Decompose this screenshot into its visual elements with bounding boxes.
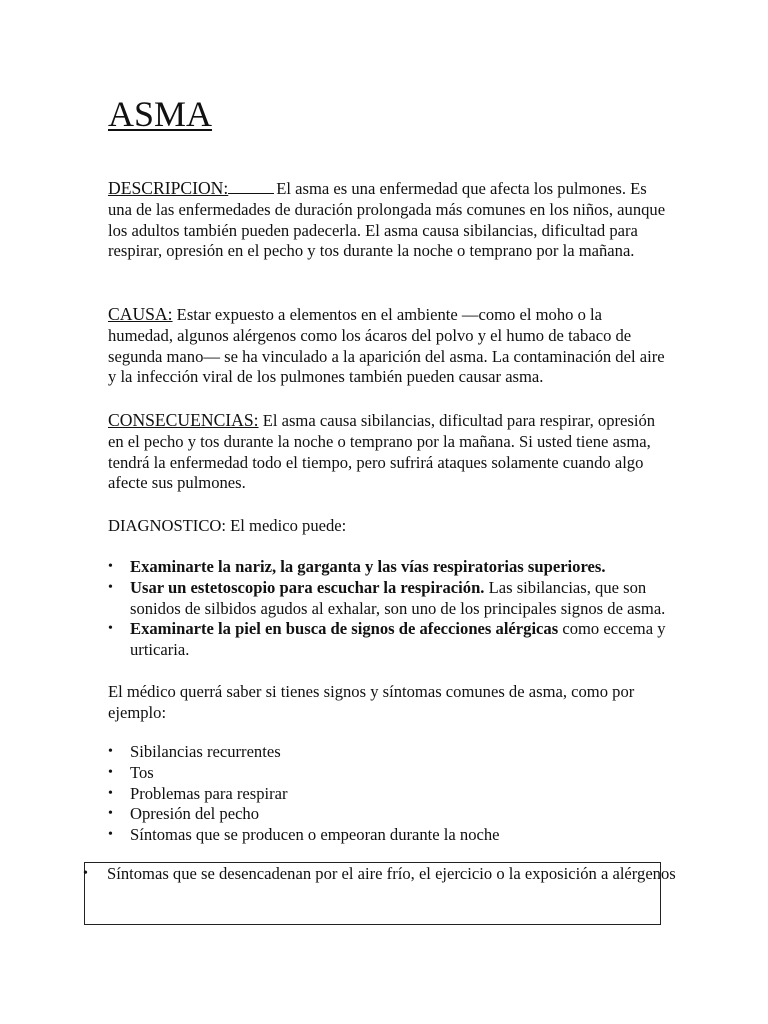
- boxed-list-item: [84, 862, 676, 925]
- list-item-rest: Las sibilancias, que son sonidos de silbidos agudos al exhalar, son uno de los principales signos de asma.: [130, 577, 666, 618]
- causa-paragraph: [108, 304, 668, 388]
- consecuencias-label: CONSECUENCIAS:: [108, 410, 259, 430]
- diagnostico-list: [108, 557, 668, 661]
- sintomas-list: [108, 742, 668, 846]
- sintomas-intro: El médico querrá saber si tienes signos y síntomas comunes de asma, como por ejemplo:: [108, 682, 635, 722]
- descripcion-text: El asma es una enfermedad que afecta los pulmones. Es una de las enfermedades de duración prolongada más comunes en los niños, aunque los adultos también pueden padecerla. El asma causa sibilancias, dificultad para respirar, opresión en el pecho y tos durante la noche o temprano por la mañana.: [108, 179, 666, 261]
- list-item: [108, 619, 668, 661]
- list-item: • Síntomas que se desencadenan por el aire frío, el ejercicio o la exposición a alérgenos: [85, 864, 677, 885]
- page-title: ASMA: [108, 94, 213, 134]
- causa-label: CAUSA:: [108, 304, 173, 324]
- list-item: • Opresión del pecho: [108, 804, 668, 825]
- list-item: • Síntomas que se producen o empeoran durante la noche: [108, 825, 668, 846]
- list-item-bold: Usar un estetoscopio para escuchar la respiración.: [130, 577, 485, 597]
- list-item: • Problemas para respirar: [108, 784, 668, 805]
- descripcion-paragraph: [108, 178, 668, 262]
- list-item-bold: Examinarte la piel en busca de signos de afecciones alérgicas: [130, 619, 559, 639]
- consecuencias-text: El asma causa sibilancias, dificultad para respirar, opresión en el pecho y tos durante la noche o temprano por la mañana. Si usted tiene asma, tendrá la enfermedad todo el tiempo, pero sufrirá ataques solamente cuando algo afecte sus pulmones.: [108, 411, 656, 493]
- causa-text: Estar expuesto a elementos en el ambiente —como el moho o la humedad, algunos alérgenos como los ácaros del polvo y el humo de tabaco de segunda mano— se ha vinculado a la aparición del asma. La contaminación del aire y la infección viral de los pulmones también pueden causar asma.: [108, 305, 665, 387]
- list-item: [108, 557, 668, 578]
- diagnostico-intro: DIAGNOSTICO: El medico puede:: [108, 516, 347, 535]
- list-item: [108, 578, 668, 620]
- list-item: • Sibilancias recurrentes: [108, 742, 668, 763]
- list-item-rest: como eccema y urticaria.: [130, 619, 666, 660]
- list-item: • Tos: [108, 763, 668, 784]
- descripcion-underline-gap: [228, 179, 274, 194]
- descripcion-label: DESCRIPCION:: [108, 178, 229, 198]
- consecuencias-paragraph: [108, 410, 668, 494]
- list-item-bold: Examinarte la nariz, la garganta y las vías respiratorias superiores.: [130, 557, 606, 576]
